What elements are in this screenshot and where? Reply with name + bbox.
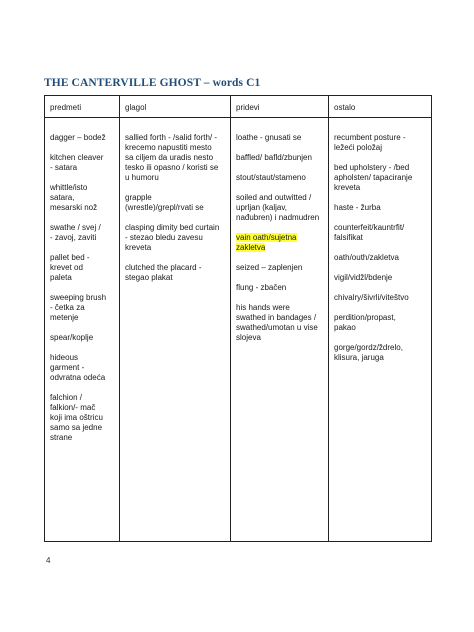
predmeti-item bbox=[50, 253, 117, 283]
ostalo-item bbox=[334, 203, 431, 213]
header-predmeti: predmeti bbox=[50, 103, 82, 112]
ostalo-item-text: vigil/vidžl/bdenje bbox=[334, 273, 393, 282]
predmeti-item bbox=[50, 353, 117, 383]
column-divider bbox=[119, 96, 120, 541]
pridevi-item-text: his hands were swathed in bandages / swathed/umotan u vise slojeva bbox=[236, 303, 318, 342]
predmeti-item-text: spear/koplje bbox=[50, 333, 94, 342]
ostalo-item-text: recumbent posture - ležeći položaj bbox=[334, 133, 406, 152]
ostalo-item bbox=[334, 273, 431, 283]
predmeti-item-text: pallet bed - krevet od paleta bbox=[50, 253, 90, 282]
predmeti-item bbox=[50, 133, 117, 143]
pridevi-item bbox=[236, 193, 327, 223]
pridevi-item bbox=[236, 173, 327, 183]
glagol-item bbox=[125, 263, 229, 283]
column-glagol bbox=[125, 133, 229, 293]
predmeti-item-text: hideous garment - odvratna odeća bbox=[50, 353, 106, 382]
glagol-item-text: sallied forth - /salid forth/ - krecemo napustiti mesto sa ciljem da uradis nesto tesko ili opasno / koristi se u humoru bbox=[125, 133, 219, 182]
vocabulary-table bbox=[44, 95, 432, 542]
ostalo-item-text: gorge/gordz/ždrelo, klisura, jaruga bbox=[334, 343, 403, 362]
predmeti-item bbox=[50, 153, 117, 173]
predmeti-item bbox=[50, 223, 117, 243]
ostalo-item bbox=[334, 313, 431, 333]
glagol-item bbox=[125, 223, 229, 253]
ostalo-item bbox=[334, 253, 431, 263]
pridevi-item bbox=[236, 303, 327, 343]
predmeti-item-text: sweeping brush - četka za metenje bbox=[50, 293, 107, 322]
predmeti-item bbox=[50, 393, 117, 443]
pridevi-item-text: vain oath/sujetna zakletva bbox=[236, 233, 297, 252]
ostalo-item-text: counterfeit/kauntrfit/ falsifikat bbox=[334, 223, 405, 242]
column-divider bbox=[328, 96, 329, 541]
pridevi-item bbox=[236, 153, 327, 163]
ostalo-item-text: haste - žurba bbox=[334, 203, 381, 212]
predmeti-item bbox=[50, 333, 117, 343]
column-pridevi bbox=[236, 133, 327, 353]
column-ostalo bbox=[334, 133, 431, 373]
ostalo-item-text: chivalry/šivrli/viteštvo bbox=[334, 293, 409, 302]
pridevi-item-text: baffled/ bafld/zbunjen bbox=[236, 153, 312, 162]
pridevi-item-text: seized – zaplenjen bbox=[236, 263, 303, 272]
pridevi-item bbox=[236, 263, 327, 273]
predmeti-item bbox=[50, 183, 117, 213]
page-number: 4 bbox=[46, 556, 51, 565]
ostalo-item bbox=[334, 223, 431, 243]
pridevi-item-text: soiled and outwitted / uprljan (kaljav, nađubren) i nadmudren bbox=[236, 193, 320, 222]
ostalo-item-text: perdition/propast, pakao bbox=[334, 313, 396, 332]
predmeti-item-text: falchion / falkion/- mač koji ima oštricu samo sa jedne strane bbox=[50, 393, 103, 442]
pridevi-item bbox=[236, 283, 327, 293]
predmeti-item-text: swathe / svej / - zavoj, zaviti bbox=[50, 223, 101, 242]
header-ostalo: ostalo bbox=[334, 103, 356, 112]
ostalo-item bbox=[334, 343, 431, 363]
glagol-item bbox=[125, 193, 229, 213]
pridevi-item bbox=[236, 133, 327, 143]
pridevi-item-text: stout/staut/stameno bbox=[236, 173, 306, 182]
column-divider bbox=[230, 96, 231, 541]
ostalo-item bbox=[334, 293, 431, 303]
glagol-item-text: grapple (wrestle)/grepl/rvati se bbox=[125, 193, 204, 212]
predmeti-item-text: kitchen cleaver - satara bbox=[50, 153, 104, 172]
header-divider bbox=[45, 117, 431, 118]
header-pridevi: pridevi bbox=[236, 103, 260, 112]
predmeti-item-text: whittle/isto satara, mesarski nož bbox=[50, 183, 98, 212]
glagol-item-text: clutched the placard - stegao plakat bbox=[125, 263, 202, 282]
header-glagol: glagol bbox=[125, 103, 147, 112]
predmeti-item-text: dagger – bodež bbox=[50, 133, 106, 142]
pridevi-item-text: loathe - gnusati se bbox=[236, 133, 302, 142]
pridevi-item bbox=[236, 233, 327, 253]
ostalo-item bbox=[334, 133, 431, 153]
ostalo-item-text: bed upholstery - /bed apholsten/ tapaciranje kreveta bbox=[334, 163, 413, 192]
predmeti-item bbox=[50, 293, 117, 323]
ostalo-item bbox=[334, 163, 431, 193]
pridevi-item-text: flung - zbačen bbox=[236, 283, 287, 292]
glagol-item bbox=[125, 133, 229, 183]
document-title: THE CANTERVILLE GHOST – words C1 bbox=[44, 77, 261, 89]
column-predmeti bbox=[50, 133, 117, 453]
ostalo-item-text: oath/outh/zakletva bbox=[334, 253, 399, 262]
glagol-item-text: clasping dimity bed curtain - stezao bledu zavesu kreveta bbox=[125, 223, 220, 252]
